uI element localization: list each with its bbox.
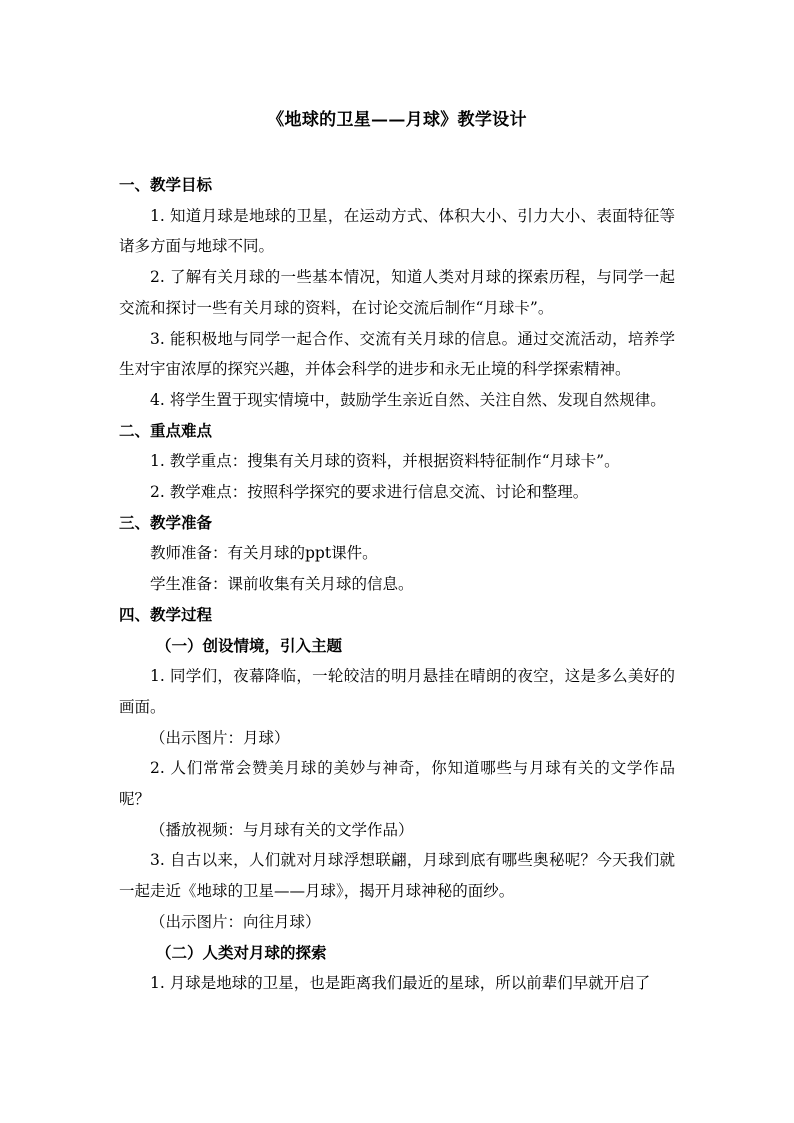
preparation-item: 教师准备：有关月球的ppt课件。 <box>150 544 378 563</box>
document-title: 《地球的卫星——月球》教学设计 <box>267 110 527 130</box>
subsection-heading-scenario: （一）创设情境，引入主题 <box>156 635 343 655</box>
preparation-item: 学生准备：课前收集有关月球的信息。 <box>150 575 414 594</box>
document-body <box>119 170 675 999</box>
objective-item: 4. 将学生置于现实情境中，鼓励学生亲近自然、关注自然、发现自然规律。 <box>150 390 666 409</box>
objective-item: 1. 知道月球是地球的卫星，在运动方式、体积大小、引力大小、表面特征等诸多方面与地球不同。 <box>119 206 675 256</box>
process-item: 2. 人们常常会赞美月球的美妙与神奇，你知道哪些与月球有关的文学作品呢？ <box>119 759 675 809</box>
process-item: 1. 同学们，夜幕降临，一轮皎洁的明月悬挂在晴朗的夜空，这是多么美好的画面。 <box>119 667 675 716</box>
process-item: 3. 自古以来，人们就对月球浮想联翩，月球到底有哪些奥秘呢？今天我们就一起走近《地球的卫星——月球》，揭开月球神秘的面纱。 <box>119 851 675 901</box>
key-point-item: 2. 教学难点：按照科学探究的要求进行信息交流、讨论和整理。 <box>150 483 589 502</box>
section-heading-objectives: 一、教学目标 <box>119 175 213 194</box>
subsection-heading-exploration: （二）人类对月球的探索 <box>156 942 327 962</box>
process-note: （播放视频：与月球有关的文学作品） <box>150 820 414 839</box>
objective-item: 3. 能积极地与同学一起合作、交流有关月球的信息。通过交流活动，培养学生对宇宙浓厚的探究兴趣，并体会科学的进步和永无止境的科学探索精神。 <box>119 329 675 379</box>
process-note: （出示图片：向往月球） <box>150 912 321 931</box>
process-item: 1. 月球是地球的卫星，也是距离我们最近的星球，所以前辈们早就开启了 <box>150 974 651 993</box>
key-point-item: 1. 教学重点：搜集有关月球的资料，并根据资料特征制作“月球卡”。 <box>150 452 620 471</box>
process-note: （出示图片：月球） <box>150 728 290 747</box>
section-heading-process: 四、教学过程 <box>119 604 213 624</box>
section-heading-preparation: 三、教学准备 <box>119 512 213 532</box>
section-heading-key-points: 二、重点难点 <box>119 420 213 440</box>
objective-item: 2. 了解有关月球的一些基本情况，知道人类对月球的探索历程，与同学一起交流和探讨一些有关月球的资料，在讨论交流后制作“月球卡”。 <box>119 268 675 317</box>
